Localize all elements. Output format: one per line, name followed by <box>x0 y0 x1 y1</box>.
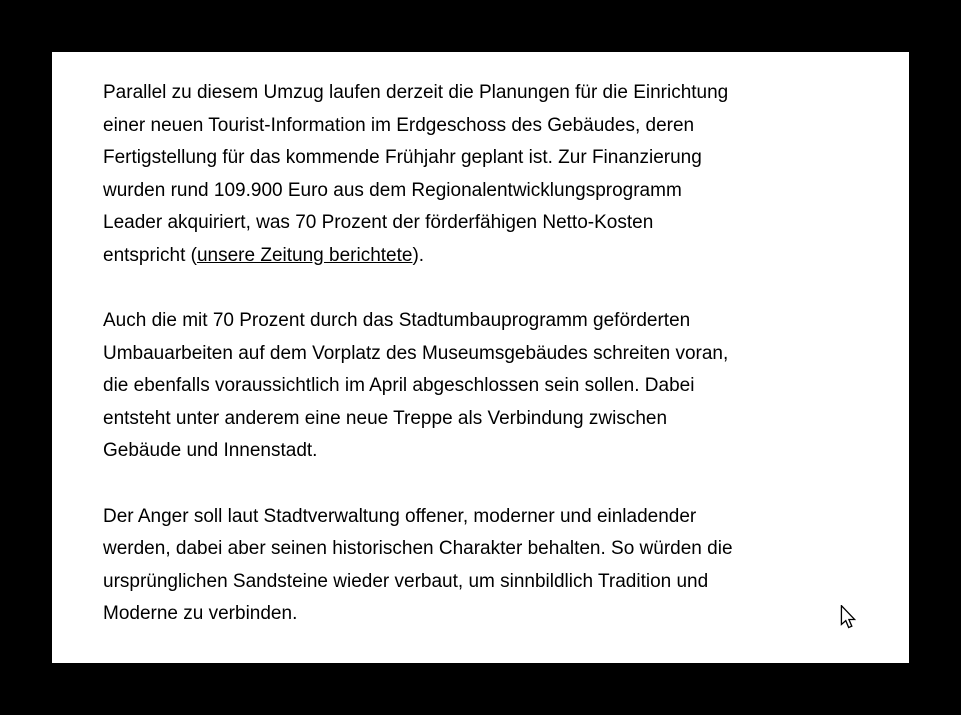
text-segment: werden, dabei aber seinen historischen Charakter behalten. So würden die <box>103 538 733 559</box>
text-segment: Der Anger soll laut Stadtverwaltung offener, moderner und einladender <box>103 505 697 527</box>
text-line <box>103 77 733 110</box>
text-line <box>103 142 733 175</box>
text-line <box>103 240 733 273</box>
text-segment: Leader akquiriert, was 70 Prozent der förderfähigen Netto-Kosten <box>103 212 654 233</box>
text-line <box>103 598 733 631</box>
text-segment: entsteht unter anderem eine neue Treppe als Verbindung zwischen <box>103 407 668 429</box>
text-segment: Gebäude und Innenstadt. <box>103 440 318 461</box>
text-line <box>103 403 733 436</box>
article <box>103 77 733 664</box>
text-segment: Parallel zu diesem Umzug laufen derzeit die Planungen für die Einrichtung <box>103 82 729 103</box>
text-line <box>103 207 733 240</box>
text-line <box>103 501 733 534</box>
text-line <box>103 110 733 143</box>
text-segment: Fertigstellung für das kommende Frühjahr geplant ist. Zur Finanzierung <box>103 147 702 168</box>
text-segment: ). <box>412 244 425 266</box>
text-line <box>103 305 733 338</box>
text-segment: Umbauarbeiten auf dem Vorplatz des Museumsgebäudes schreiten voran, <box>103 342 729 364</box>
newspaper-report-link[interactable]: unsere Zeitung berichtete <box>196 244 413 266</box>
paragraph-1 <box>103 77 733 272</box>
paragraph-3 <box>103 501 733 631</box>
text-line <box>103 175 733 208</box>
text-line <box>103 370 733 403</box>
text-line <box>103 533 733 566</box>
text-segment: ursprünglichen Sandsteine wieder verbaut, um sinnbildlich Tradition und <box>103 570 709 592</box>
text-line <box>103 435 733 468</box>
text-segment: Auch die mit 70 Prozent durch das Stadtumbauprogramm geförderten <box>103 310 691 331</box>
paragraph-2 <box>103 305 733 468</box>
text-line <box>103 566 733 599</box>
text-segment: Moderne zu verbinden. <box>103 603 298 624</box>
text-segment: entspricht ( <box>103 244 197 266</box>
text-line <box>103 338 733 371</box>
document-page <box>52 52 909 663</box>
text-segment: wurden rund 109.900 Euro aus dem Regionalentwicklungsprogramm <box>103 179 682 201</box>
text-segment: die ebenfalls voraussichtlich im April abgeschlossen sein sollen. Dabei <box>103 375 695 396</box>
text-segment: einer neuen Tourist-Information im Erdgeschoss des Gebäudes, deren <box>103 114 695 136</box>
